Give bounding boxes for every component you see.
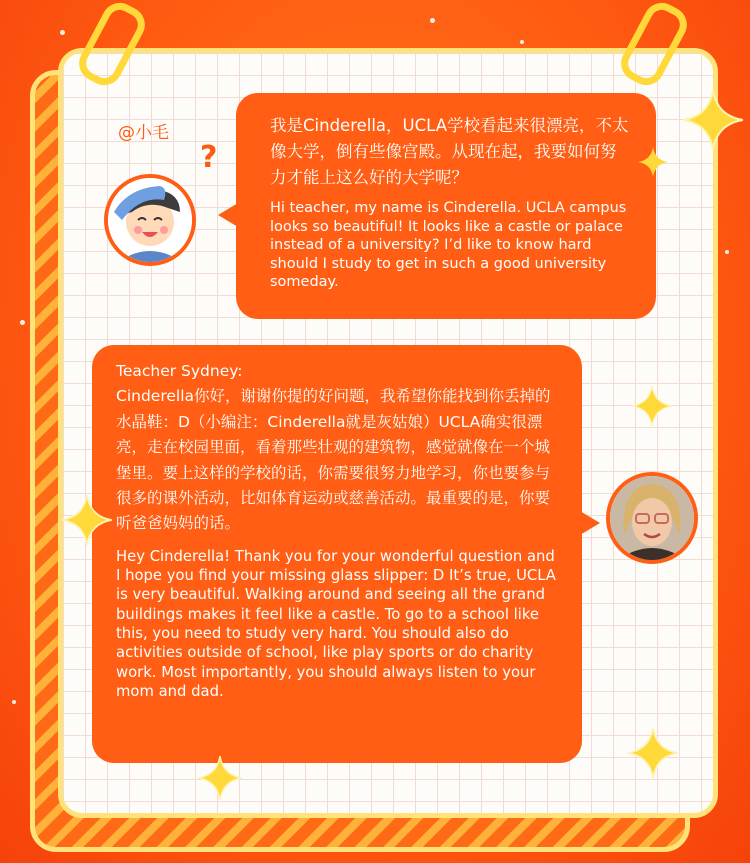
answer-english: Hey Cinderella! Thank you for your wonderful question and I hope you find your missing glass slipper: D It’s true, UCLA is very beautiful. Walking around and seeing all the grand buildings makes it feel like a castle. To go to a school like this, you need to study very hard. You should also do activities outside of school, like play sports or do charity work. Most importantly, you should always listen to your mom and dad.: [116, 547, 556, 700]
question-mark-icon: ?: [200, 140, 218, 175]
sparkle-dot: [520, 40, 524, 44]
answer-bubble: [92, 345, 582, 763]
sparkle-star-icon: [683, 90, 743, 150]
sparkle-star-icon: [632, 386, 672, 426]
sparkle-star-icon: [628, 728, 678, 778]
student-handle: @小毛: [118, 123, 169, 143]
sparkle-dot: [20, 320, 25, 325]
sparkle-dot: [60, 30, 65, 35]
teacher-avatar-icon: [610, 476, 694, 560]
answer-chinese: Cinderella你好，谢谢你提的好问题，我希望你能找到你丢掉的水晶鞋：D（小编注：Cinderella就是灰姑娘）UCLA确实很漂亮，走在校园里面，看着那些壮观的建筑物，感觉就像在一个城堡里。要上这样的学校的话，你需要很努力地学习，你也要参与很多的课外活动，比如体育运动或慈善活动。最重要的是，你要听爸爸妈妈的话。: [116, 387, 551, 533]
sparkle-dot: [725, 250, 729, 254]
sparkle-star-icon: [638, 147, 668, 177]
sparkle-star-icon: [62, 495, 112, 545]
sparkle-dot: [430, 18, 435, 23]
sparkle-star-icon: [198, 756, 242, 800]
student-avatar: [104, 174, 196, 266]
boy-avatar-icon: [108, 178, 192, 262]
teacher-avatar: [606, 472, 698, 564]
teacher-name: Teacher Sydney:: [116, 362, 243, 380]
question-chinese: 我是Cinderella，UCLA学校看起来很漂亮，不太像大学，倒有些像宫殿。从现在起，我要如何努力才能上这么好的大学呢？: [270, 116, 629, 187]
question-bubble: [236, 93, 656, 319]
sparkle-dot: [12, 700, 16, 704]
question-english: Hi teacher, my name is Cinderella. UCLA campus looks so beautiful! It looks like a castle or palace instead of a university? I’d like to know hard should I study to get in such a good university someday.: [270, 200, 627, 290]
